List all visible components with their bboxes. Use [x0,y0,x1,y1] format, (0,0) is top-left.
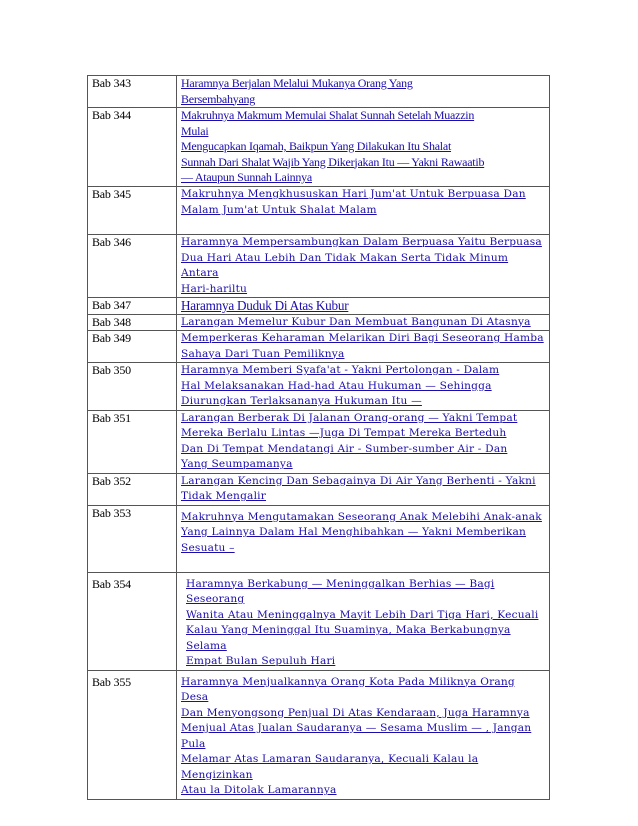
table-row [88,108,550,187]
chapter-number: Bab 353 [88,505,177,572]
chapter-link[interactable]: Larangan Memelur Kubur Dan Membuat Bangunan Di Atasnya [181,315,531,328]
chapter-number: Bab 351 [88,410,177,473]
chapter-number: Bab 354 [88,572,177,670]
chapter-link[interactable]: Makruhnya Mengutamakan Seseorang Anak Melebihi Anak-anak Yang Lainnya Dalam Hal Menghibahkan — Yakni Memberikan Sesuatu – [181,510,542,554]
table-row [88,331,550,363]
chapter-number: Bab 345 [88,187,177,235]
chapter-number: Bab 348 [88,314,177,331]
table-row [88,314,550,331]
table-row [88,572,550,670]
chapter-link[interactable]: Larangan Kencing Dan Sebagainya Di Air Yang Berhenti - Yakni Tidak Mengalir [181,474,536,502]
chapter-link[interactable]: Haramnya Berjalan Melalui Mukanya Orang Yang Bersembahyang [181,76,413,106]
chapter-title [177,505,550,572]
chapter-link[interactable]: Haramnya Duduk Di Atas Kubur [181,298,349,313]
table-row [88,187,550,235]
chapter-link[interactable]: Haramnya Memberi Syafa'at - Yakni Pertolongan - Dalam Hal Melaksanakan Had-had Atau Hukuman — Sehingga Diurungkan Terlaksananya Hukuman Itu — [181,364,500,407]
chapter-title [177,363,550,411]
chapter-title [177,76,550,108]
chapter-title [177,108,550,187]
table-row [88,363,550,411]
chapter-link[interactable]: Larangan Berberak Di Jalanan Orang-orang — Yakni Tempat Mereka Berlalu Lintas —Juga Di Tempat Mereka Berteduh Dan Di Tempat Mendatangi Air - Sumber-sumber Air - Dan Yang Seumpamanya [181,411,518,470]
chapter-number: Bab 346 [88,235,177,298]
chapter-title [177,298,550,315]
chapter-number: Bab 352 [88,473,177,505]
chapter-number: Bab 343 [88,76,177,108]
chapter-title [177,187,550,235]
chapter-link[interactable]: Haramnya Mempersambungkan Dalam Berpuasa Yaitu Berpuasa Dua Hari Atau Lebih Dan Tidak Makan Serta Tidak Minum Antara Hari-hariltu [181,236,542,295]
chapter-title [177,572,550,670]
chapter-number: Bab 355 [88,670,177,799]
chapter-link[interactable]: Makruhnya Mengkhususkan Hari Jum'at Untuk Berpuasa Dan Malam Jum'at Untuk Shalat Malam [181,188,526,216]
chapter-number: Bab 344 [88,108,177,187]
table-row [88,76,550,108]
chapter-title [177,670,550,799]
table-row [88,473,550,505]
chapter-table [87,75,550,800]
chapter-link[interactable]: Makruhnya Makmum Memulai Shalat Sunnah Setelah Muazzin Mulai Mengucapkan Iqamah, Baikpun Yang Dilakukan Itu Shalat Sunnah Dari Shalat Wajib Yang Dikerjakan Itu — Yakni Rawaatib — Ataupun Sunnah Lainnya [181,108,485,184]
chapter-number: Bab 347 [88,298,177,315]
table-row [88,298,550,315]
chapter-title [177,331,550,363]
chapter-number: Bab 349 [88,331,177,363]
table-row [88,505,550,572]
chapter-link[interactable]: Haramnya Menjualkannya Orang Kota Pada Miliknya Orang Desa Dan Menyongsong Penjual Di Atas Kendaraan, Juga Haramnya Menjual Atas Jualan Saudaranya — Sesama Muslim — , Jangan Pula Melamar Atas Lamaran Saudaranya, Kecuali Kalau la Mengizinkan Atau la Ditolak Lamarannya [181,675,532,796]
chapter-title [177,410,550,473]
table-row [88,670,550,799]
chapter-title [177,314,550,331]
table-row [88,235,550,298]
table-row [88,410,550,473]
chapter-link[interactable]: Haramnya Berkabung — Meninggalkan Berhias — Bagi Seseorang Wanita Atau Meninggalnya Mayit Lebih Dari Tiga Hari, Kecuali Kalau Yang Meninggal Itu Suaminya, Maka Berkabungnya Selama Empat Bulan Sepuluh Hari [186,577,539,667]
chapter-title [177,235,550,298]
chapter-number: Bab 350 [88,363,177,411]
chapter-link[interactable]: Memperkeras Keharaman Melarikan Diri Bagi Seseorang Hamba Sahaya Dari Tuan Pemiliknya [181,332,544,360]
chapter-title [177,473,550,505]
